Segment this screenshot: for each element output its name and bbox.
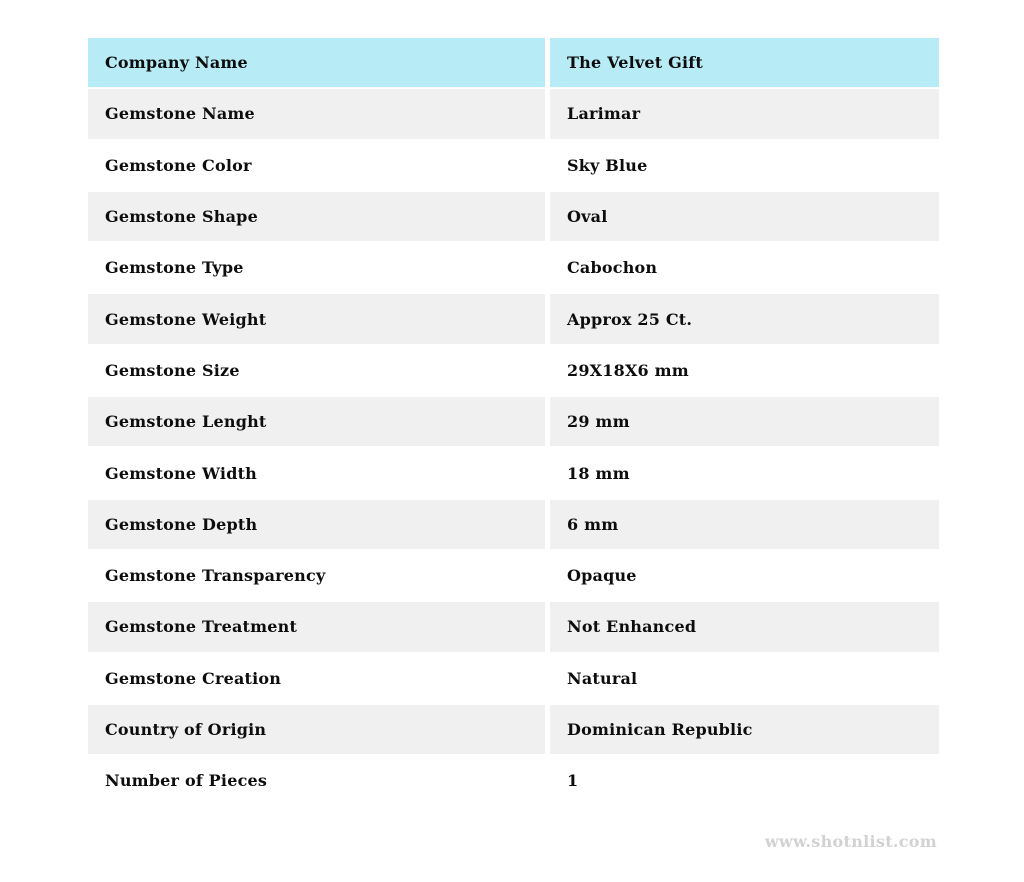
spec-value: Not Enhanced: [550, 602, 939, 651]
spec-value: Sky Blue: [550, 141, 939, 190]
spec-value: Opaque: [550, 551, 939, 600]
watermark: www.shotnlist.com: [764, 832, 937, 851]
spec-value: 18 mm: [550, 448, 939, 497]
spec-label: Gemstone Weight: [88, 294, 545, 343]
table-row-gemstone-color: [88, 141, 939, 190]
spec-value: Larimar: [550, 89, 939, 138]
spec-label: Gemstone Shape: [88, 192, 545, 241]
spec-label: Gemstone Treatment: [88, 602, 545, 651]
spec-label: Gemstone Size: [88, 346, 545, 395]
spec-label: Gemstone Type: [88, 243, 545, 292]
table-row-gemstone-transparency: [88, 551, 939, 600]
table-row-gemstone-type: [88, 243, 939, 292]
spec-value: Dominican Republic: [550, 705, 939, 754]
table-row-number-of-pieces: [88, 756, 939, 805]
spec-value: Cabochon: [550, 243, 939, 292]
table-row-gemstone-lenght: [88, 397, 939, 446]
table-row-gemstone-depth: [88, 500, 939, 549]
gemstone-spec-table: [88, 38, 939, 807]
spec-label: Gemstone Name: [88, 89, 545, 138]
table-row-gemstone-size: [88, 346, 939, 395]
spec-value: Oval: [550, 192, 939, 241]
spec-label: Number of Pieces: [88, 756, 545, 805]
table-row-gemstone-weight: [88, 294, 939, 343]
spec-value: 29 mm: [550, 397, 939, 446]
spec-label: Gemstone Color: [88, 141, 545, 190]
table-row-country-of-origin: [88, 705, 939, 754]
table-row-gemstone-width: [88, 448, 939, 497]
spec-label: Gemstone Width: [88, 448, 545, 497]
spec-value: Approx 25 Ct.: [550, 294, 939, 343]
spec-value: 6 mm: [550, 500, 939, 549]
table-row-gemstone-treatment: [88, 602, 939, 651]
spec-value: 1: [550, 756, 939, 805]
spec-label: Gemstone Transparency: [88, 551, 545, 600]
table-row-gemstone-shape: [88, 192, 939, 241]
spec-label: Gemstone Depth: [88, 500, 545, 549]
spec-value: The Velvet Gift: [550, 38, 939, 87]
table-row-company-name: [88, 38, 939, 87]
spec-label: Country of Origin: [88, 705, 545, 754]
spec-label: Company Name: [88, 38, 545, 87]
table-row-gemstone-name: [88, 89, 939, 138]
spec-label: Gemstone Creation: [88, 654, 545, 703]
spec-value: 29X18X6 mm: [550, 346, 939, 395]
spec-value: Natural: [550, 654, 939, 703]
table-row-gemstone-creation: [88, 654, 939, 703]
spec-label: Gemstone Lenght: [88, 397, 545, 446]
